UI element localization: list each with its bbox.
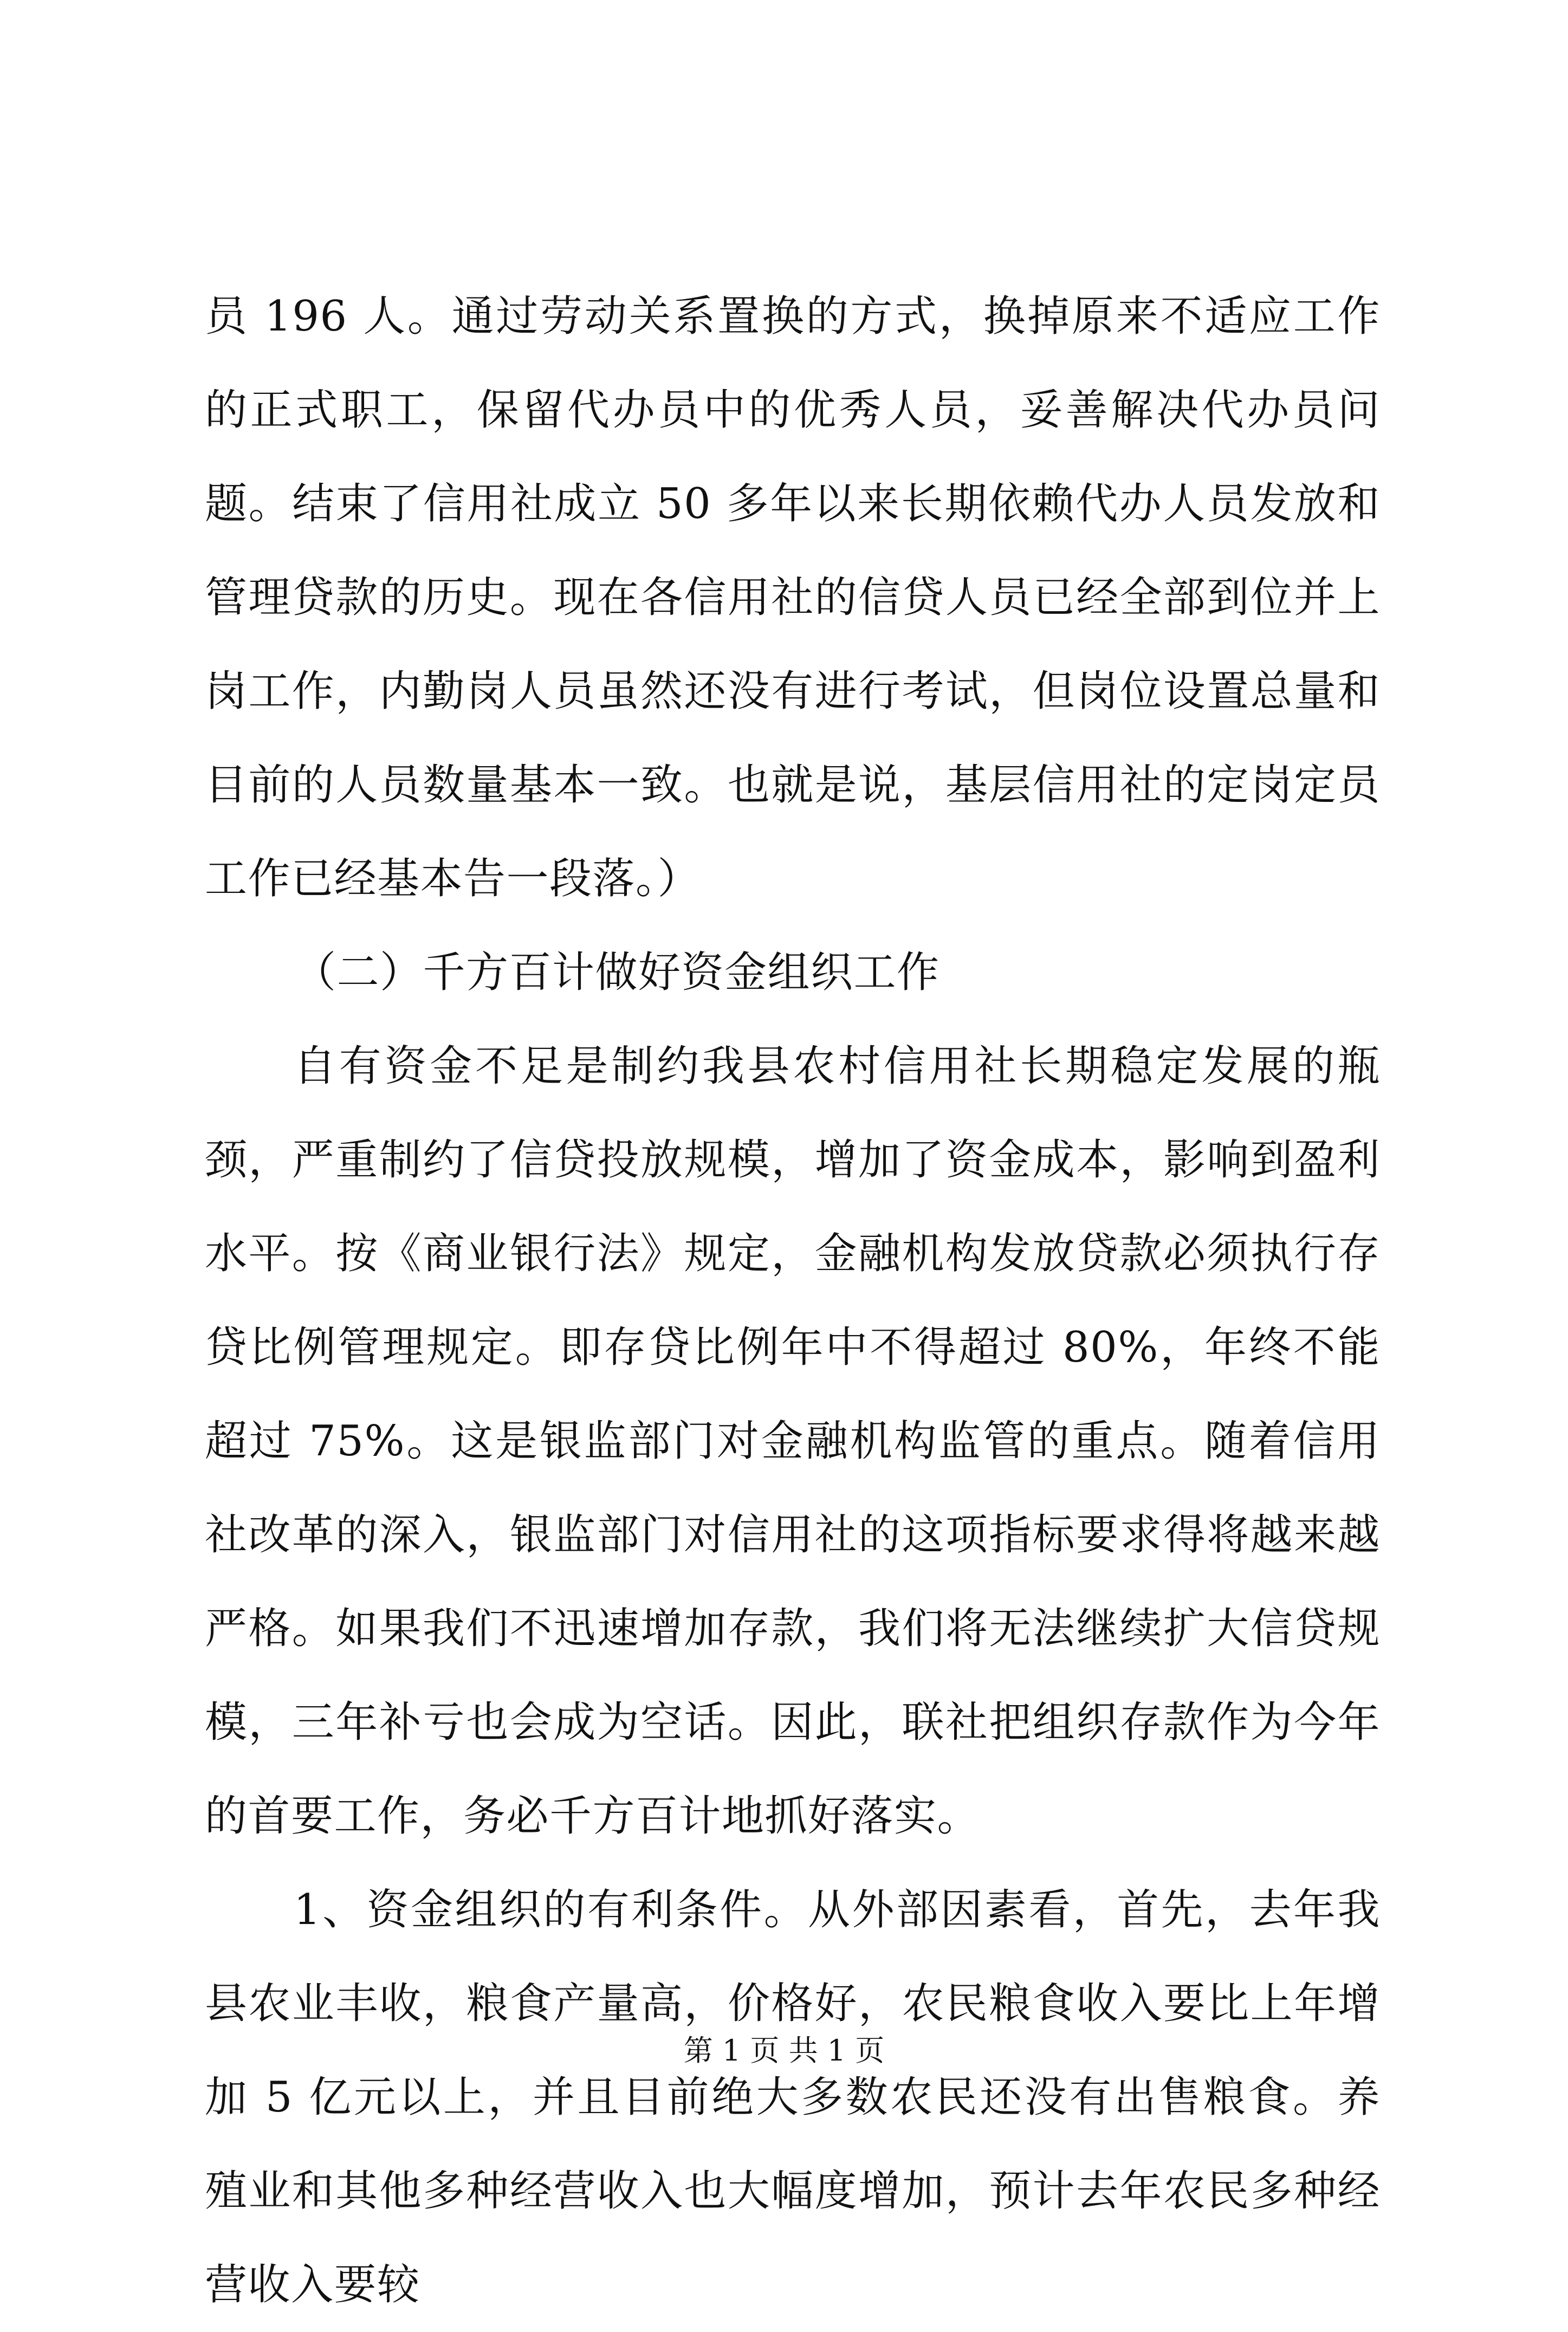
- section-heading: （二）千方百计做好资金组织工作: [294, 948, 940, 997]
- paragraph-favorable-conditions: 1、资金组织的有利条件。从外部因素看，首先，去年我县农业丰收，粮食产量高，价格好，农民粮食收入要比上年增加 5 亿元以上，并且目前绝大多数农民还没有出售粮食。养殖业和其他多种经营收入也大幅度增加，预计去年农民多种经营收入要较: [205, 1886, 1381, 2309]
- page-footer: 第 1 页 共 1 页: [683, 2033, 885, 2068]
- document-body: [205, 270, 1381, 2332]
- paragraph-funding: 自有资金不足是制约我县农村信用社长期稳定发展的瓶颈，严重制约了信贷投放规模，增加了资金成本，影响到盈利水平。按《商业银行法》规定，金融机构发放贷款必须执行存贷比例管理规定。即存贷比例年中不得超过 80%，年终不能超过 75%。这是银监部门对金融机构监管的重点。随着信用社改革的深入，银监部门对信用社的这项指标要求得将越来越严格。如果我们不迅速增加存款，我们将无法继续扩大信贷规模，三年补亏也会成为空话。因此，联社把组织存款作为今年的首要工作，务必千方百计地抓好落实。: [205, 1042, 1381, 1841]
- paragraph-continuation: 员 196 人。通过劳动关系置换的方式，换掉原来不适应工作的正式职工，保留代办员中的优秀人员，妥善解决代办员问题。结束了信用社成立 50 多年以来长期依赖代办人员发放和管理贷款的历史。现在各信用社的信贷人员已经全部到位并上岗工作，内勤岗人员虽然还没有进行考试，但岗位设置总量和目前的人员数量基本一致。也就是说，基层信用社的定岗定员工作已经基本告一段落。）: [205, 292, 1381, 903]
